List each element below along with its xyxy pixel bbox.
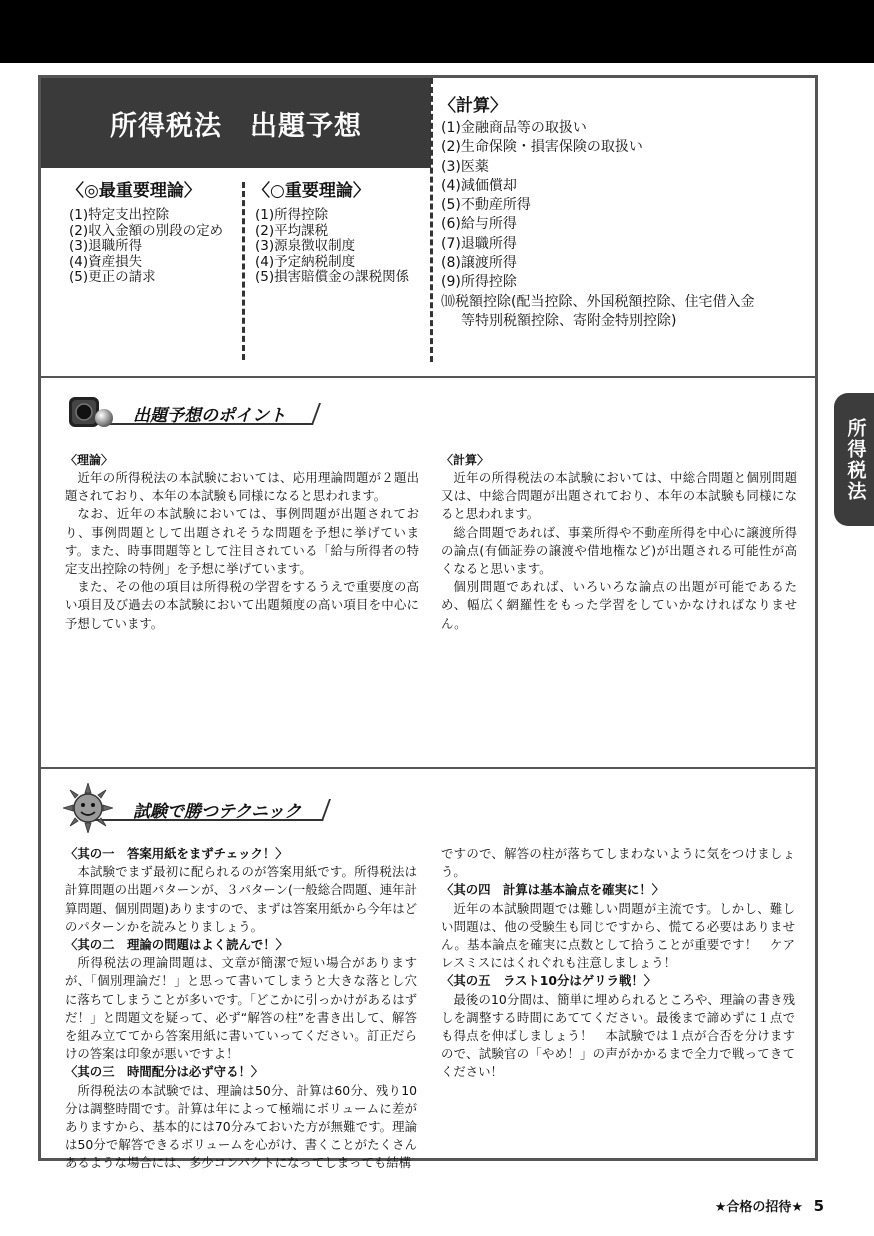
paragraph: 個別問題であれば、いろいろな論点の出題が可能であるため、幅広く網羅性をもった学習をしていかなければなりません。 bbox=[441, 579, 797, 631]
list-item: (5)損害賠償金の課税関係 bbox=[255, 269, 410, 286]
sun-face-icon bbox=[63, 783, 113, 833]
list-item: (5)更正の請求 bbox=[69, 269, 156, 286]
tip-heading: 〈其の一 答案用紙をまずチェック！〉 bbox=[65, 846, 288, 861]
most-important-heading: 〈◎最重要理論〉 bbox=[67, 181, 201, 201]
tip-heading: 〈其の三 時間配分は必ず守る！〉 bbox=[65, 1064, 264, 1080]
section-divider bbox=[41, 767, 815, 769]
forecast-section bbox=[41, 78, 815, 378]
important-list bbox=[255, 208, 409, 286]
list-item: ⑽税額控除(配当控除、外国税額控除、住宅借入金 bbox=[441, 293, 755, 310]
paragraph: 近年の所得税法の本試験においては、中総合問題と個別問題又は、中総合問題が出題されており、本年の本試験も同様になると思われます。 bbox=[441, 470, 797, 522]
points-banner bbox=[63, 393, 323, 435]
page-frame bbox=[38, 75, 818, 1171]
list-item: (3)医薬 bbox=[441, 158, 489, 175]
page-title: 所得税法 出題予想 bbox=[110, 110, 362, 142]
tip-text: 本試験でまず最初に配られるのが答案用紙です。所得税法は計算問題の出題パターンが、３パターン(一般総合問題、連年計算問題、個別問題)ありますので、まずは答案用紙から今年はどのパターンかを読みとりましょう。 bbox=[65, 864, 417, 934]
title-box bbox=[41, 78, 431, 168]
list-item: (8)譲渡所得 bbox=[441, 255, 517, 272]
theory-heading: 〈理論〉 bbox=[65, 453, 114, 467]
technique-banner-title: 試験で勝つテクニック bbox=[133, 802, 302, 822]
technique-left-column bbox=[65, 845, 417, 1173]
tip-text: 近年の本試験問題では難しい問題が主流です。しかし、難しい問題は、他の受験生も同じですから、慌てる必要はありません。基本論点を確実に点数として拾うことが重要です！ ケアレスミスにはくれぐれも注意しましょう！ bbox=[441, 900, 795, 971]
list-item: (1)特定支出控除 bbox=[69, 207, 170, 223]
paragraph: 近年の所得税法の本試験においては、応用理論問題が２題出題されており、本年の本試験も同様になると思われます。 bbox=[65, 470, 419, 504]
camera-icon bbox=[63, 391, 119, 437]
most-important-list bbox=[69, 208, 223, 286]
technique-banner bbox=[63, 789, 343, 831]
footer-label: ★合格の招待★ bbox=[714, 1200, 804, 1215]
tip-text: 所得税法の本試験では、理論は50分、計算は60分、残り10分は調整時間です。計算は年によって極端にボリュームに差がありますから、基本的には70分みておいた方が無難です。理論は50分で解答できるボリュームを心がけ、書くことがたくさんあるような場合には、多少コンパクトになってしまっても結構 bbox=[65, 1082, 417, 1171]
side-index-tab bbox=[834, 393, 874, 526]
points-banner-title: 出題予想のポイント bbox=[133, 406, 286, 426]
list-item: (4)予定納税制度 bbox=[255, 253, 356, 270]
calc-heading: 〈計算〉 bbox=[439, 96, 507, 116]
dashed-divider bbox=[430, 78, 433, 362]
technique-right-column bbox=[441, 845, 795, 1082]
top-black-band bbox=[0, 0, 874, 63]
list-item: (5)不動産所得 bbox=[441, 197, 531, 214]
list-item: (9)所得控除 bbox=[441, 274, 517, 291]
page-number: 5 bbox=[813, 1197, 824, 1215]
list-item: (6)給与所得 bbox=[441, 216, 517, 233]
list-item: (7)退職所得 bbox=[441, 235, 517, 252]
calc-point-text bbox=[441, 469, 797, 633]
list-item: (4)資産損失 bbox=[69, 253, 143, 270]
list-item: (3)退職所得 bbox=[69, 238, 143, 255]
tip-text: 所得税法の理論問題は、文章が簡潔で短い場合がありますが、「個別理論だ！」と思って書いてしまうと大きな落とし穴に落ちてしまうことが多いです。「どこかに引っかけがあるはずだ！」と問題文を疑って、必ず“解答の柱”を書き出して、解答を組み立ててから答案用紙に書いていってください。訂正だらけの答案は印象が悪いですよ！ bbox=[65, 955, 418, 1062]
list-item: (1)所得控除 bbox=[255, 207, 329, 223]
tip-continuation: ですので、解答の柱が落ちてしまわないように気をつけましょう。 bbox=[441, 846, 795, 880]
important-heading: 〈○重要理論〉 bbox=[253, 181, 370, 201]
side-tab-label: 所得税法 bbox=[844, 417, 867, 502]
tip-heading: 〈其の四 計算は基本論点を確実に！〉 bbox=[441, 882, 665, 898]
theory-text bbox=[65, 469, 419, 633]
tip-heading: 〈其の五 ラスト10分はゲリラ戦！〉 bbox=[441, 973, 657, 989]
list-item: (2)収入金額の別段の定め bbox=[69, 222, 224, 239]
list-item: (1)金融商品等の取扱い bbox=[441, 120, 587, 136]
list-item: 等特別税額控除、寄附金特別控除) bbox=[461, 312, 677, 329]
list-item: (4)減価償却 bbox=[441, 177, 517, 194]
list-item: (2)平均課税 bbox=[255, 222, 329, 239]
calc-point-heading: 〈計算〉 bbox=[441, 453, 490, 467]
paragraph: なお、近年の本試験においては、事例問題が出題されており、事例問題として出題されそうな問題を予想に挙げています。また、時事問題等として注目されている「給与所得者の特定支出控除の特例」を予想に挙げています。 bbox=[65, 506, 419, 577]
page-footer bbox=[715, 1196, 824, 1215]
tip-heading: 〈其の二 理論の問題はよく読んで！〉 bbox=[65, 937, 289, 953]
paragraph: また、その他の項目は所得税の学習をするうえで重要度の高い項目及び過去の本試験において出題頻度の高い項目を中心に予想しています。 bbox=[65, 579, 419, 631]
tip-text: 最後の10分間は、簡単に埋められるところや、理論の書き残しを調整する時間にあててください。最後まで諦めずに１点でも得点を伸ばしましょう！ 本試験では１点が合否を分けますので、試験官の「やめ！」の声がかかるまで全力で戦ってきてください！ bbox=[441, 991, 795, 1080]
list-item: (3)源泉徴収制度 bbox=[255, 238, 356, 255]
calc-list bbox=[441, 119, 754, 331]
list-item: (2)生命保険・損害保険の取扱い bbox=[441, 139, 643, 156]
dashed-divider bbox=[242, 182, 245, 360]
section-divider bbox=[41, 376, 815, 378]
paragraph: 総合問題であれば、事業所得や不動産所得を中心に譲渡所得の論点(有価証券の譲渡や借地権など)が出題される可能性が高くなると思います。 bbox=[441, 524, 797, 577]
